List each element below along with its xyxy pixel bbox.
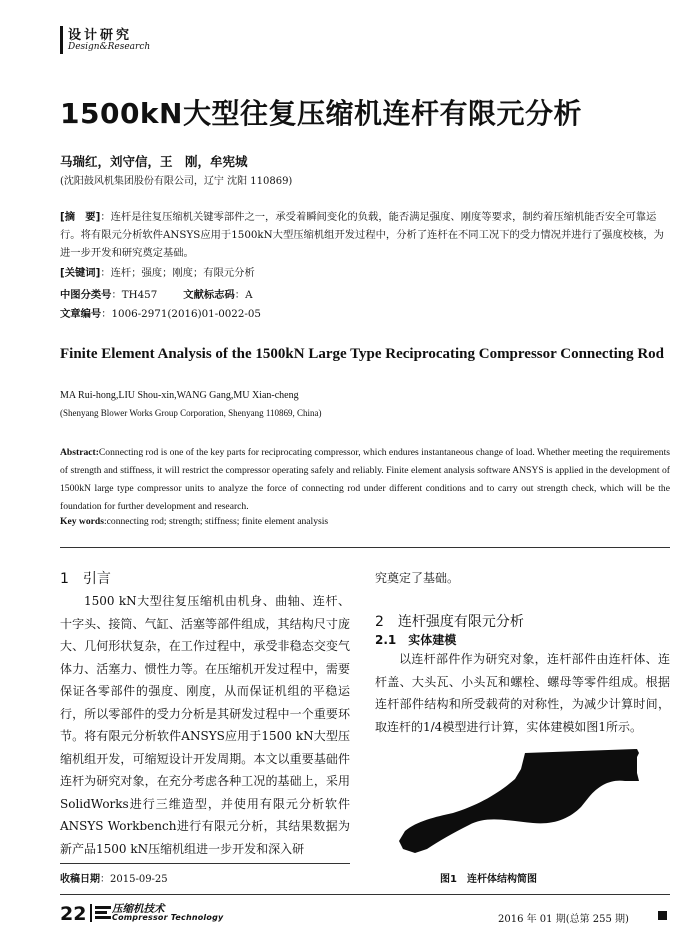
keywords-en-label: Key words <box>60 516 104 527</box>
keywords-en <box>60 516 328 527</box>
abstract-cn-text: ：连杆是往复压缩机关键零部件之一，承受着瞬间变化的负载，能否满足强度、刚度等要求，制约着压缩机能否安全可靠运行。将有限元分析软件ANSYS应用于1500kN大型压缩机组开发过程中，分析了连杆在不同工况下的受力情况并进行了强度校核，为进一步开发和研究奠定基础。 <box>60 211 664 259</box>
section-1-continuation: 究奠定了基础。 <box>375 571 460 585</box>
section-1-paragraph: 1500 kN大型往复压缩机由机身、曲轴、连杆、十字头、接筒、气缸、活塞等部件组成，其结构尺寸庞大、几何形状复杂，在工作过程中，承受非稳态交变气体力、活塞力、惯性力等。在压缩机开发过程中，需要保证各零部件的强度、刚度，从而保证机组的平稳运行，所以零部件的受力分析是其研发过程中一个重要环节。将有限元分析软件ANSYS应用于1500 kN大型压缩机组开发，可缩短设计开发周期。本文以重要基础件连杆为研究对象，在充分考虑各种工况的基础上，采用SolidWorks进行三维造型，并使用有限元分析软件ANSYS Workbench进行有限元分析，其结果数据为新产品1500 kN压缩机组进一步开发和深入研 <box>60 594 350 856</box>
section-label-cn: 设计研究 <box>68 28 133 43</box>
footer-rule <box>60 894 670 895</box>
abstract-cn-label: [摘 要] <box>60 211 101 223</box>
issue-info: 2016 年 01 期(总第 255 期) <box>498 914 629 925</box>
doc-code-label: 文献标志码 <box>183 289 235 301</box>
abstract-en <box>60 444 670 516</box>
section-2-heading: 2 连杆强度有限元分析 <box>375 614 524 630</box>
authors: 马瑞红，刘守信，王 刚，牟宪城 <box>60 154 248 169</box>
article-number-label: 文章编号 <box>60 308 102 320</box>
connecting-rod-body <box>399 749 639 853</box>
affiliation: (沈阳鼓风机集团股份有限公司，辽宁 沈阳 110869) <box>60 176 293 187</box>
affiliation-en: (Shenyang Blower Works Group Corporation, Shenyang 110869, China) <box>60 408 322 418</box>
received-date <box>60 870 168 885</box>
keywords-cn <box>60 264 255 279</box>
header-bar <box>60 26 63 54</box>
section-1-heading: 1 引言 <box>60 571 111 587</box>
paper-title: 1500kN大型往复压缩机连杆有限元分析 <box>60 97 582 130</box>
section-label-en: Design&Research <box>68 42 151 52</box>
received-date-label: 收稿日期 <box>60 874 100 885</box>
abstract-en-label: Abstract: <box>60 447 99 458</box>
abstract-cn <box>60 208 665 262</box>
classification-line <box>60 286 253 301</box>
doc-code-value: ：A <box>234 289 253 301</box>
journal-name-cn: 压缩机技术 <box>112 903 165 915</box>
end-square-icon <box>658 911 667 920</box>
keywords-cn-text: ：连杆；强度；刚度；有限元分析 <box>100 267 255 279</box>
footnote-rule <box>60 863 350 864</box>
section-2-1-heading: 2.1 实体建模 <box>375 633 457 647</box>
article-number-value: ：1006-2971(2016)01-0022-05 <box>101 308 261 320</box>
article-number-line <box>60 305 261 320</box>
connecting-rod-figure <box>375 745 670 860</box>
keywords-cn-label: [关键词] <box>60 267 101 279</box>
received-date-value: ：2015-09-25 <box>100 874 168 885</box>
clc-value: ：TH457 <box>111 289 158 301</box>
page-number: 22 <box>60 903 87 925</box>
paper-title-en: Finite Element Analysis of the 1500kN Large Type Reciprocating Compressor Connecting Rod <box>60 346 665 362</box>
clc-label: 中图分类号 <box>60 289 112 301</box>
figure-caption: 图1 连杆体结构简图 <box>440 874 537 885</box>
authors-en: MA Rui-hong,LIU Shou-xin,WANG Gang,MU Xian-cheng <box>60 390 299 401</box>
abstract-divider <box>60 547 670 548</box>
section-2-1-paragraph: 以连杆部件作为研究对象，连杆部件由连杆体、连杆盖、大头瓦、小头瓦和螺栓、螺母等零件组成。根据连杆部件结构和所受载荷的对称性，为减少计算时间，取连杆的1/4模型进行计算，实体建模如图1所示。 <box>375 652 670 734</box>
keywords-en-text: :connecting rod; strength; stiffness; finite element analysis <box>103 516 329 527</box>
abstract-en-text: Connecting rod is one of the key parts for reciprocating compressor, which endures instantaneous change of load. Whether meeting the requirements of strength and stiffness, it will restrict the compressor operating safely and reliably. Finite element analysis software ANSYS is applied in the development of 1500kN large type compressor units to analyze the force of connecting rod under different conditions and to carry out strength check, which will be the foundation for further development and research. <box>60 447 670 512</box>
journal-name-en: Compressor Technology <box>112 913 224 922</box>
